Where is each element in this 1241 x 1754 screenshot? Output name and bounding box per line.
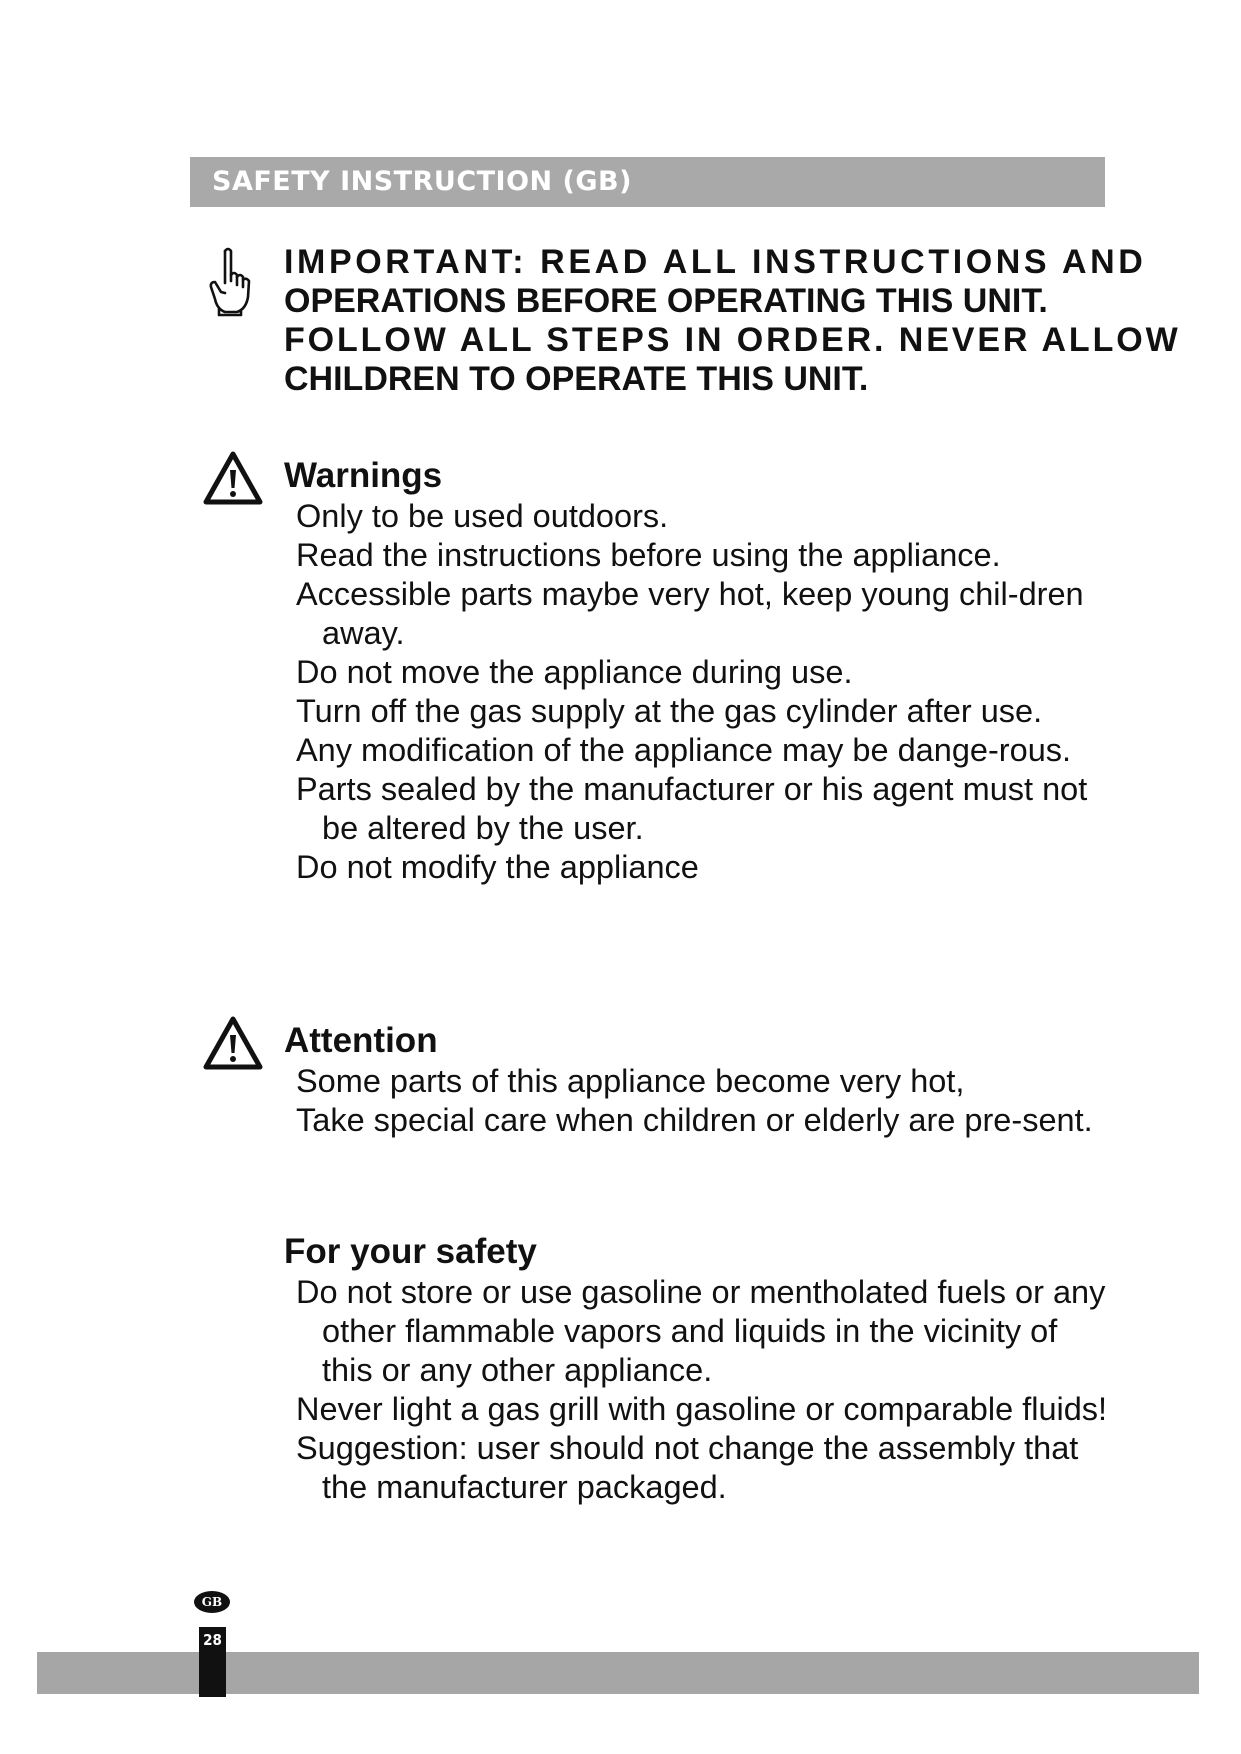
list-item: Do not modify the appliance (296, 849, 699, 885)
warnings-heading: Warnings (284, 456, 443, 495)
important-line: FOLLOW ALL STEPS IN ORDER. NEVER ALLOW (284, 321, 1181, 359)
list-item: Read the instructions before using the appliance. (296, 537, 1001, 573)
attention-heading: Attention (284, 1021, 438, 1060)
list-item: Do not move the appliance during use. (296, 654, 853, 690)
page-number-tab (199, 1627, 226, 1697)
important-notice (284, 243, 1181, 399)
list-item: Never light a gas grill with gasoline or comparable fluids! (296, 1391, 1108, 1427)
attention-list (296, 1062, 1116, 1140)
page-number: 28 (203, 1631, 222, 1649)
important-line: IMPORTANT: READ ALL INSTRUCTIONS AND (284, 243, 1147, 281)
list-item: Do not store or use gasoline or mentholated fuels or any other flammable vapors and liquids in the vicinity of this or any other appliance. (296, 1274, 1106, 1388)
important-line: OPERATIONS BEFORE OPERATING THIS UNIT. (284, 282, 1048, 320)
pointing-hand-icon (205, 245, 253, 317)
list-item: Only to be used outdoors. (296, 498, 669, 534)
list-item: Suggestion: user should not change the assembly that the manufacturer packaged. (296, 1430, 1079, 1505)
list-item: Accessible parts maybe very hot, keep young chil-dren away. (296, 576, 1084, 651)
warnings-list (296, 497, 1116, 887)
safety-heading: For your safety (284, 1232, 537, 1271)
list-item: Some parts of this appliance become very hot, (296, 1063, 965, 1099)
list-item: Take special care when children or elderly are pre-sent. (296, 1102, 1093, 1138)
list-item: Parts sealed by the manufacturer or his agent must not be altered by the user. (296, 771, 1088, 846)
important-line: CHILDREN TO OPERATE THIS UNIT. (284, 360, 869, 398)
warning-triangle-icon (202, 450, 264, 506)
section-header-bar (190, 157, 1105, 207)
list-item: Turn off the gas supply at the gas cylinder after use. (296, 693, 1043, 729)
warning-triangle-icon (202, 1015, 264, 1071)
section-title: SAFETY INSTRUCTION (GB) (212, 166, 632, 197)
safety-list (296, 1273, 1116, 1507)
list-item: Any modification of the appliance may be dange-rous. (296, 732, 1072, 768)
language-badge: GB (194, 1591, 230, 1613)
